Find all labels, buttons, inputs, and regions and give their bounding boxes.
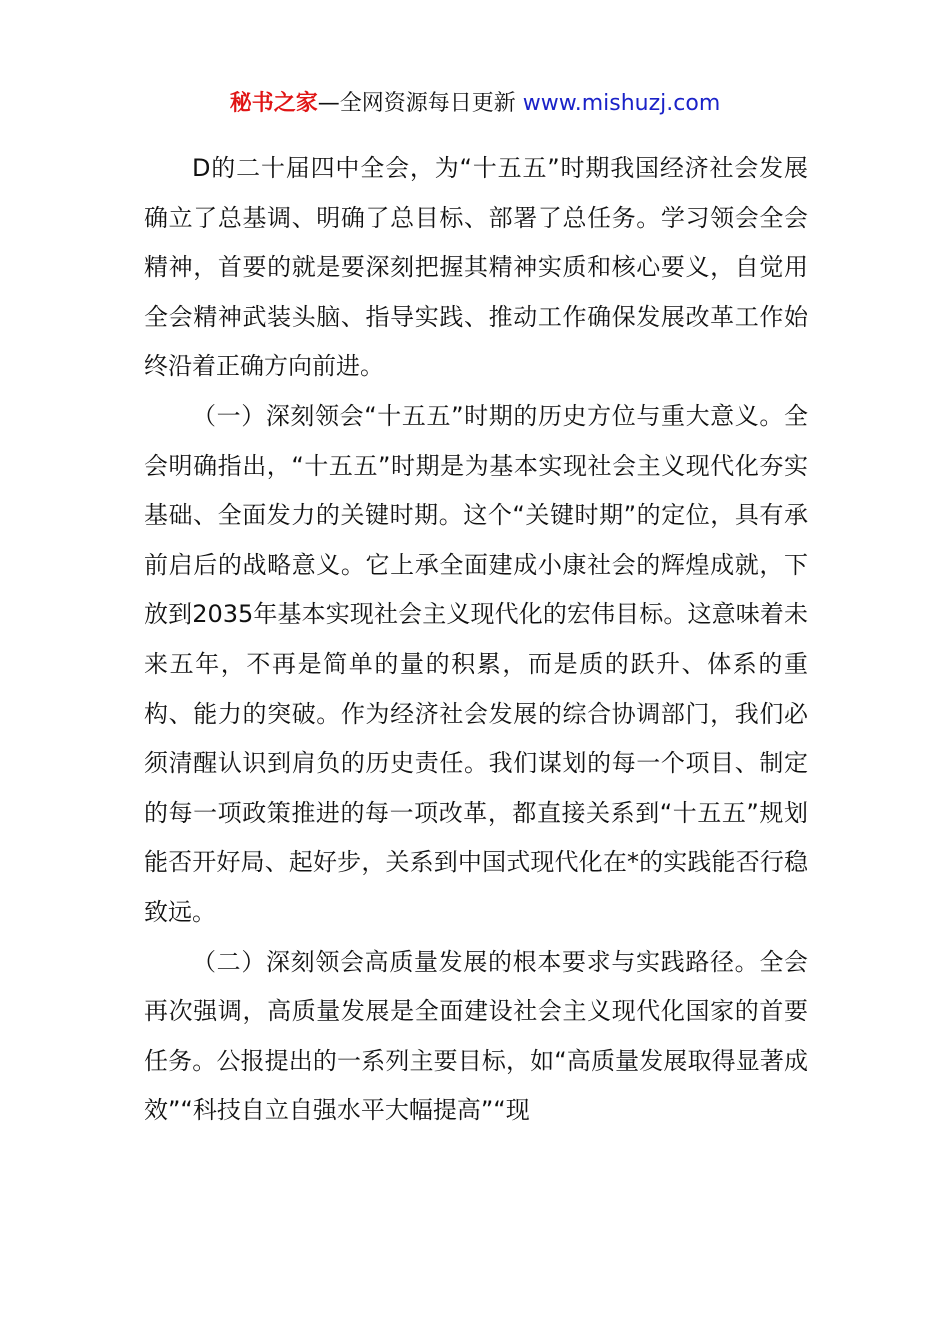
brand-name: 秘书之家 [229,91,318,116]
document-body [144,144,808,1136]
header-tagline: —全网资源每日更新 [317,91,516,116]
paragraph-section-2: （二）深刻领会高质量发展的根本要求与实践路径。全会再次强调，高质量发展是全面建设社会主义现代化国家的首要任务。公报提出的一系列主要目标，如“高质量发展取得显著成效”“科技自立自强水平大幅提高”“现 [144,947,808,1125]
site-header [0,88,950,120]
site-url-link[interactable]: www.mishuzj.com [522,91,721,116]
paragraph-intro: D的二十届四中全会，为“十五五”时期我国经济社会发展确立了总基调、明确了总目标、部署了总任务。学习领会全会精神，首要的就是要深刻把握其精神实质和核心要义，自觉用全会精神武装头脑、指导实践、推动工作确保发展改革工作始终沿着正确方向前进。 [144,154,808,381]
paragraph-section-1: （一）深刻领会“十五五”时期的历史方位与重大意义。全会明确指出，“十五五”时期是为基本实现社会主义现代化夯实基础、全面发力的关键时期。这个“关键时期”的定位，具有承前启后的战略意义。它上承全面建成小康社会的辉煌成就，下放到2035年基本实现社会主义现代化的宏伟目标。这意味着未来五年，不再是简单的量的积累，而是质的跃升、体系的重构、能力的突破。作为经济社会发展的综合协调部门，我们必须清醒认识到肩负的历史责任。我们谋划的每一个项目、制定的每一项政策推进的每一项改革，都直接关系到“十五五”规划能否开好局、起好步，关系到中国式现代化在*的实践能否行稳致远。 [144,401,808,926]
